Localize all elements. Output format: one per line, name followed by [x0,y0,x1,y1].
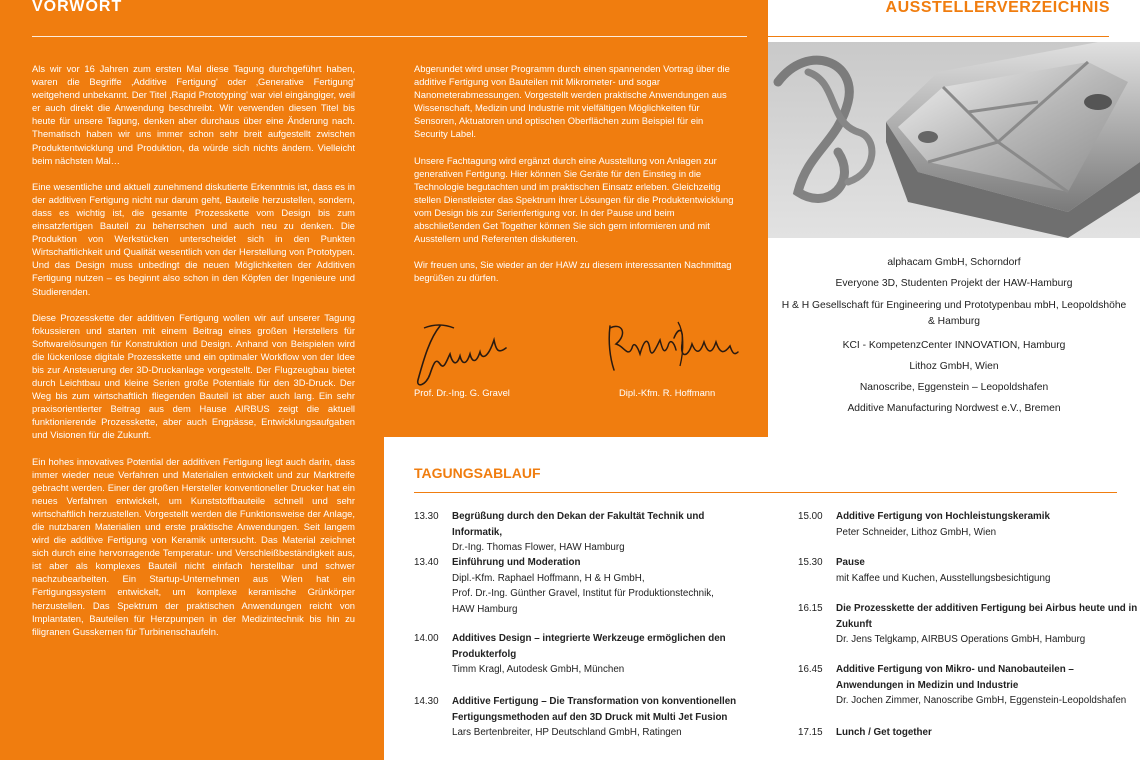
vorwort-column-1 [32,62,355,651]
schedule-title: Pause [836,557,865,568]
schedule-time: 13.30 [414,511,439,522]
schedule-detail: Prof. Dr.-Ing. Günther Gravel, Institut für Produktionstechnik, [452,588,714,599]
signature-gravel [410,318,525,390]
schedule-detail: Dr. Jochen Zimmer, Nanoscribe GmbH, Eggenstein-Leopoldshafen [836,695,1127,706]
schedule-time: 17.15 [798,727,823,738]
schedule-time: 14.30 [414,696,439,707]
schedule-time: 15.30 [798,557,823,568]
schedule-detail: Dipl.-Kfm. Raphael Hoffmann, H & H GmbH, [452,572,645,584]
schedule-time: 16.45 [798,664,823,675]
schedule-detail: Lars Bertenbreiter, HP Deutschland GmbH, Ratingen [452,727,682,738]
product-photo [768,42,1140,238]
heading-rule [414,492,1117,493]
vorwort-paragraph: Wir freuen uns, Sie wieder an der HAW zu diesem interessanten Nachmittag begrüßen zu dürfen. [414,259,732,284]
heading-rule [32,36,747,37]
schedule-title: Additive Fertigung von Mikro- und Nanobauteilen – Anwendungen in Medizin und Industrie [836,664,1074,691]
tagungsablauf-heading: TAGUNGSABLAUF [414,465,541,481]
vorwort-heading: VORWORT [32,0,123,15]
heading-rule [768,36,1109,37]
exhibitor-item: KCI - KompetenzCenter INNOVATION, Hamburg [842,339,1066,351]
schedule-title: Additive Fertigung von Hochleistungskeramik [836,511,1050,522]
exhibitor-item: Everyone 3D, Studenten Projekt der HAW-Hamburg [835,278,1073,290]
exhibitor-item: Nanoscribe, Eggenstein – Leopoldshafen [859,382,1049,394]
schedule-time: 16.15 [798,603,823,614]
schedule-detail: Timm Kragl, Autodesk GmbH, München [452,664,625,675]
vorwort-paragraph: Als wir vor 16 Jahren zum ersten Mal diese Tagung durchgeführt haben, waren die Begriffe ‚Additive Fertigung' oder ‚Generative Fertigung' weitgehend unbekannt. Der Titel ‚Rapid Prototyping' war viel eingängiger, weil er auch direkt die Anwendung beschreibt. Wir verwenden diesen Titel bis heute für unsere Tagung, denken aber durchaus über eine Änderung nach. Thematisch haben wir uns immer schon sehr breit aufgestellt zwischen Produktentwicklung und Produktion, da würde sich nichts ändern. Vielleicht beim nächsten Mal… [32,63,355,166]
vorwort-paragraph: Diese Prozesskette der additiven Fertigung wollen wir auf unserer Tagung fokussieren und starten mit einem Beitrag eines großen Herstellers für Softwarelösungen für Konstruktion und Design. Anhand von Beispielen wird die lückenlose digitale Prozesskette und ein optimaler Workflow von der Idee bis zur Ansteuerung der 3D-Druckanlage vorgestellt. Der Flugzeugbau bietet durch Leichtbau und kleine Serien große Potentiale für den 3D-Druck. Der Weg bis zum wirtschaftlich fliegenden Bauteil ist aber auch lang. Ein sehr praxisorientierter Beitrag aus dem Hause AIRBUS zeigt die aktuell funktionierende Prozesskette, aber auch Engpässe, Entwicklungsaufgaben und Visionen für die Zukunft. [32,311,355,441]
signature-hoffmann [604,318,739,390]
schedule-detail: HAW Hamburg [452,603,518,615]
schedule-title: Die Prozesskette der additiven Fertigung bei Airbus heute und in Zukunft [836,603,1138,630]
schedule-title: Lunch / Get together [836,727,932,738]
exhibitor-list [778,252,1130,420]
signatory-name-2: Dipl.-Kfm. R. Hoffmann [619,387,716,398]
ausstellerverzeichnis-heading: AUSSTELLERVERZEICHNIS [885,0,1110,16]
schedule-detail: Dr. Jens Telgkamp, AIRBUS Operations GmbH, Hamburg [836,634,1086,645]
vorwort-column-2 [414,62,738,297]
schedule-title: Additives Design – integrierte Werkzeuge ermöglichen den Produkterfolg [452,633,726,660]
schedule-time: 14.00 [414,633,439,644]
vorwort-paragraph: Eine wesentliche und aktuell zunehmend diskutierte Erkenntnis ist, dass es in der additiven Fertigung nicht nur darum geht, Bauteile herzustellen, sondern, dass es wichtig ist, die gesamte Prozesskette vom Design bis zum einsatzfertigen Bauteil zu beherrschen und auch neu zu denken. Die Produktion von Werkstücken unterscheidet sich in den Punkten Wirtschaftlichkeit und Qualität wesentlich von der Herstellung von Prototypen. Und das Design muss unbedingt die neuen Möglichkeiten der Additiven Fertigung nutzen – es beginnt also schon in den Köpfen der Ingenieure und Studierenden. [32,180,355,297]
schedule-time: 15.00 [798,511,823,522]
vorwort-paragraph: Ein hohes innovatives Potential der additiven Fertigung liegt auch darin, dass immer wieder neue Verfahren und Materialien entwickelt und zur Marktreife gebracht werden. Einer der großen Hersteller konventioneller Drucker hat ein neues Verfahren entwickelt, um Kunststoffbauteile schnell und sehr wirtschaftlich herzustellen. Vorgestellt werden die Funktionsweise der Anlage, die nutzbaren Materialien und erste praktische Anwendungen. Seit langem wird die additive Fertigung von Keramik untersucht. Das Material zeichnet sich durch eine hervorragende Temperatur- und Verschleißbeständigkeit aus, ist aber als komplexes Bauteil nicht einfach herstellbar und schwer nachzubearbeiten. Ein Startup-Unternehmen aus Wien hat ein Fertigungssystem entwickelt, um komplexe keramische Grünkörper herzustellen. Das Spektrum der praktischen Anwendungen reicht von Implantaten, Bauteilen für Herzpumpen in der Medizintechnik bis hin zu filigranen Gusskernen für Turbinenschaufeln. [32,455,355,637]
exhibitor-item: Lithoz GmbH, Wien [909,360,999,372]
schedule-detail: Peter Schneider, Lithoz GmbH, Wien [836,526,997,538]
schedule-title: Einführung und Moderation [452,557,581,568]
signatory-name-1: Prof. Dr.-Ing. G. Gravel [414,387,510,398]
exhibitor-item: Additive Manufacturing Nordwest e.V., Bremen [847,403,1061,415]
exhibitor-item: alphacam GmbH, Schorndorf [887,257,1021,268]
schedule-detail: mit Kaffee und Kuchen, Ausstellungsbesichtigung [836,572,1051,584]
schedule-title: Begrüßung durch den Dekan der Fakultät Technik und Informatik, [452,511,705,538]
schedule-title: Additive Fertigung – Die Transformation von konventionellen Fertigungsmethoden auf den 3D Druck mit Multi Jet Fusion [452,696,737,723]
vorwort-paragraph: Unsere Fachtagung wird ergänzt durch eine Ausstellung von Anlagen zur generativen Fertigung. Hier können Sie Geräte für den Einstieg in die Technologie begutachten und im praktischen Einsatz erleben. Gleichzeitig stellen Dienstleister das Spektrum ihrer Lösungen für die Produktentwicklung vom Design bis zur Serienfertigung vor. In der Pause und beim abschließenden Get Together können Sie sich gern informieren und mit Ausstellern und Referenten diskutieren. [414,154,734,245]
schedule-time: 13.40 [414,557,439,568]
schedule-detail: Dr.-Ing. Thomas Flower, HAW Hamburg [452,542,625,553]
exhibitor-item: H & H Gesellschaft für Engineering und Prototypenbau mbH, Leopoldshöhe & Hamburg [781,299,1127,327]
vorwort-paragraph: Abgerundet wird unser Programm durch einen spannenden Vortrag über die additive Fertigung von Bauteilen mit Mikrometer- und sogar Nanometerabmessungen. Vorgestellt werden praktische Anwendungen aus Wissenschaft, Medizin und Industrie mit vielfältigen Möglichkeiten für Sensoren, Aktuatoren und optischen Oberflächen zum Beispiel für ein Security Label. [414,63,730,140]
